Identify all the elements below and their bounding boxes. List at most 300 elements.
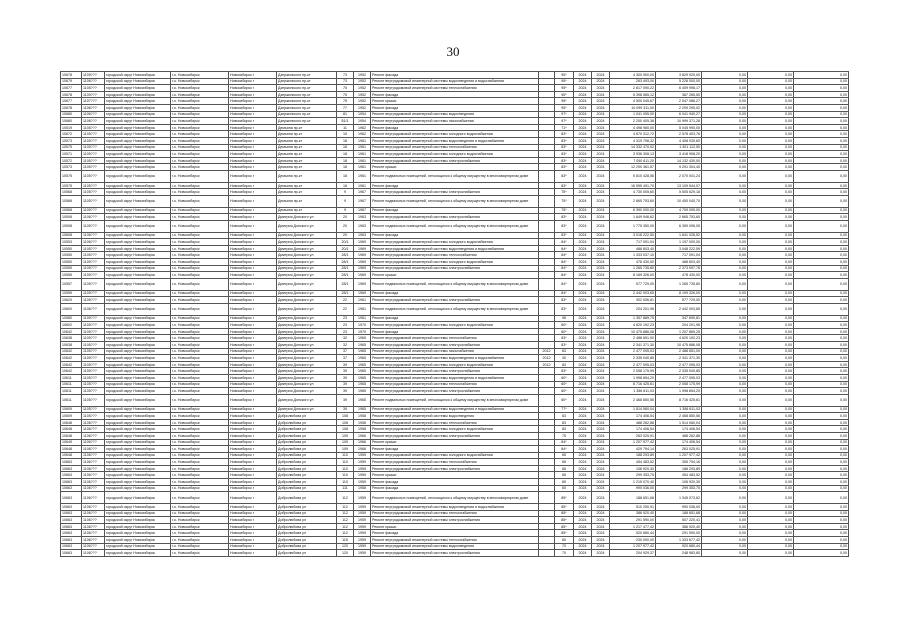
table-cell: 577 729,00 <box>656 297 702 304</box>
table-cell: 83 <box>555 348 574 355</box>
table-cell <box>539 137 555 144</box>
table-cell: 1959 <box>354 465 371 472</box>
table-cell: 1106??? <box>82 537 105 544</box>
table-cell: 0,00 <box>794 278 849 290</box>
table-cell: 1105??? <box>82 368 105 375</box>
table-cell: 386 920,40 <box>656 523 702 530</box>
table-cell: 1969 <box>354 278 371 290</box>
table-cell: 2 058 175,99 <box>656 381 702 388</box>
table-cell: Новосибирск г <box>229 472 277 479</box>
table-cell: Новосибирск г <box>229 426 277 433</box>
table-cell: 65 <box>555 479 574 486</box>
table-cell: 0,00 <box>748 78 794 85</box>
table-cell: Ремонт фасада <box>371 182 539 189</box>
table-cell: 0,00 <box>794 72 849 79</box>
table-cell: Ремонт внутридомовой инженерной системы водоотведения <box>371 111 539 118</box>
table-cell: Добролюбова ул <box>277 492 337 504</box>
table-cell: Дмитрия Донского ул <box>277 341 337 348</box>
table-cell: Ремонт крыши <box>371 98 539 105</box>
table-cell: 0,00 <box>794 131 849 138</box>
table-cell: 0,00 <box>702 517 748 524</box>
table-cell: 23 <box>337 315 354 322</box>
table-cell: 0,00 <box>794 118 849 125</box>
table-cell: 1106??? <box>82 452 105 459</box>
table-cell: 10 475 886,08 <box>610 328 656 335</box>
table-cell: 0,00 <box>794 472 849 479</box>
table-cell: Ремонт внутридомовой инженерной системы водоотведения и водоснабжения <box>371 245 539 252</box>
table-cell: Новосибирск г <box>229 303 277 315</box>
table-cell: 75* <box>555 189 574 196</box>
table-cell: 0,00 <box>748 479 794 486</box>
table-cell: Новосибирск г <box>229 361 277 368</box>
table-row <box>61 485 849 492</box>
table-cell <box>539 550 555 557</box>
table-cell: 2024 <box>574 98 592 105</box>
table-cell: 0,00 <box>748 239 794 246</box>
table-cell: Новосибирск г <box>229 419 277 426</box>
table-cell: 2024 <box>574 361 592 368</box>
table-cell: 85* <box>555 523 574 530</box>
table-row <box>61 85 849 92</box>
table-cell: 0,00 <box>794 388 849 395</box>
table-cell: 2024 <box>592 446 610 453</box>
table-cell: Демьяна пр-кт <box>277 170 337 182</box>
table-cell: 10609 <box>61 413 82 420</box>
table-cell: 0,00 <box>794 465 849 472</box>
table-cell <box>539 98 555 105</box>
table-cell: городской округ Новосибирск <box>105 131 171 138</box>
table-cell: 3 936 308,13 <box>610 151 656 158</box>
table-cell: 2024 <box>574 368 592 375</box>
table-cell: Ремонт внутридомовой инженерной системы электроснабжения <box>371 550 539 557</box>
table-cell: 10572 <box>61 157 82 164</box>
table-cell: 1969 <box>354 245 371 252</box>
table-cell: 2024 <box>574 72 592 79</box>
table-cell: Дмитрия Донского ул <box>277 406 337 413</box>
table-cell: 83* <box>555 214 574 221</box>
table-cell: 2024 <box>574 104 592 111</box>
table-cell: 2024 <box>592 72 610 79</box>
table-cell: Ремонт фасада <box>371 290 539 297</box>
table-cell: 0,00 <box>794 517 849 524</box>
table-cell: 6 409 998,17 <box>656 85 702 92</box>
table-cell: Демьяна пр-кт <box>277 189 337 196</box>
table-cell: 112 <box>337 492 354 504</box>
table-cell: 1959 <box>354 530 371 537</box>
table-cell: 1105??? <box>82 315 105 322</box>
table-cell: 0,00 <box>794 170 849 182</box>
table-row <box>61 207 849 214</box>
table-cell: Демьяна пр-кт <box>277 151 337 158</box>
table-cell: 2012 <box>539 355 555 362</box>
table-row <box>61 189 849 196</box>
table-cell: 1961 <box>354 182 371 189</box>
table-cell <box>539 504 555 511</box>
table-cell: 20 <box>337 232 354 239</box>
table-cell: 1105??? <box>82 164 105 171</box>
table-row <box>61 164 849 171</box>
table-cell <box>539 452 555 459</box>
table-cell: Дзержинского пр-кт <box>277 118 337 125</box>
table-cell: городской округ Новосибирск <box>105 492 171 504</box>
table-cell: 0,00 <box>794 315 849 322</box>
table-cell: 110 <box>337 465 354 472</box>
table-cell: 0,00 <box>748 290 794 297</box>
table-cell: 95* <box>555 91 574 98</box>
table-cell: 1965 <box>354 381 371 388</box>
table-cell: 2024 <box>592 504 610 511</box>
table-cell: 1959 <box>354 472 371 479</box>
table-cell: 1 207 869,25 <box>656 328 702 335</box>
table-cell: 10663 <box>61 485 82 492</box>
table-cell: 110 <box>337 452 354 459</box>
table-cell: 84* <box>555 245 574 252</box>
table-cell: Новосибирск г <box>229 170 277 182</box>
table-cell: 1 345 073,62 <box>656 492 702 504</box>
table-cell: 0,00 <box>794 348 849 355</box>
table-cell: Дмитрия Донского ул <box>277 355 337 362</box>
table-cell: городской округ Новосибирск <box>105 278 171 290</box>
table-cell: 2024 <box>592 157 610 164</box>
table-cell: 0,00 <box>748 72 794 79</box>
table-cell: 95* <box>555 72 574 79</box>
table-cell: 0,00 <box>794 543 849 550</box>
table-cell: Ремонт внутридомовой инженерной системы электроснабжения <box>371 189 539 196</box>
table-cell: Новосибирск г <box>229 523 277 530</box>
table-cell: 2024 <box>592 439 610 446</box>
table-cell: 2024 <box>574 517 592 524</box>
table-cell: 0,00 <box>748 394 794 406</box>
table-cell: 10663 <box>61 492 82 504</box>
table-cell: 85* <box>555 492 574 504</box>
table-cell: 0,00 <box>794 104 849 111</box>
table-row <box>61 348 849 355</box>
table-cell: Добролюбова ул <box>277 419 337 426</box>
table-cell: 717 091,04 <box>656 252 702 259</box>
table-cell: 2024 <box>574 394 592 406</box>
table-cell: 1958 <box>354 485 371 492</box>
table-cell: Добролюбова ул <box>277 472 337 479</box>
table-cell: 0,00 <box>702 472 748 479</box>
table-cell: 347 690,81 <box>656 315 702 322</box>
table-cell: Новосибирск г <box>229 239 277 246</box>
table-cell: 2 335 040,85 <box>656 368 702 375</box>
table-cell: 2024 <box>574 459 592 466</box>
table-cell: Ремонт внутридомовой инженерной системы теплоснабжения <box>371 537 539 544</box>
table-cell: 1109??? <box>82 91 105 98</box>
table-cell: 10611 <box>61 374 82 381</box>
table-cell <box>539 341 555 348</box>
table-cell: 10568 <box>61 195 82 207</box>
table-cell: 0,00 <box>702 374 748 381</box>
table-cell: 10559 <box>61 290 82 297</box>
table-cell: 2024 <box>592 419 610 426</box>
table-cell: 10663 <box>61 472 82 479</box>
table-cell: 1965 <box>354 368 371 375</box>
table-cell: городской округ Новосибирск <box>105 413 171 420</box>
table-cell: 990 036,00 <box>656 504 702 511</box>
table-cell: г.о. Новосибирск <box>171 413 229 420</box>
table-cell: Новосибирск г <box>229 91 277 98</box>
table-cell: Новосибирск г <box>229 459 277 466</box>
table-cell: 10568 <box>61 207 82 214</box>
table-cell: Новосибирск г <box>229 72 277 79</box>
table-cell: 0,00 <box>794 530 849 537</box>
table-cell: Добролюбова ул <box>277 550 337 557</box>
table-cell: 0,00 <box>702 530 748 537</box>
table-cell: 2024 <box>592 348 610 355</box>
table-cell: 0,00 <box>702 72 748 79</box>
table-row <box>61 259 849 266</box>
table-cell: 0,00 <box>794 394 849 406</box>
table-cell <box>539 328 555 335</box>
table-cell: 0,00 <box>702 348 748 355</box>
table-row <box>61 118 849 125</box>
table-cell: 83* <box>555 164 574 171</box>
table-cell: 2024 <box>592 492 610 504</box>
table-cell: 2024 <box>574 406 592 413</box>
table-cell: 1 357 889,75 <box>610 315 656 322</box>
table-cell: 2024 <box>574 335 592 342</box>
table-cell: 0,00 <box>702 492 748 504</box>
table-cell: Ремонт фасада <box>371 446 539 453</box>
table-cell: 0,00 <box>748 98 794 105</box>
table-cell: 0,00 <box>794 151 849 158</box>
table-cell: 1106??? <box>82 303 105 315</box>
table-cell: 2 468 850,56 <box>656 413 702 420</box>
table-cell: 1106??? <box>82 550 105 557</box>
table-cell: Новосибирск г <box>229 104 277 111</box>
table-cell: 0,00 <box>794 111 849 118</box>
table-cell: 2 200 405,38 <box>610 118 656 125</box>
table-cell: г.о. Новосибирск <box>171 394 229 406</box>
table-cell: г.о. Новосибирск <box>171 239 229 246</box>
table-cell: Ремонт внутридомовой инженерной системы холодного водоснабжения <box>371 426 539 433</box>
table-cell: 0,00 <box>794 426 849 433</box>
table-cell: 2024 <box>592 543 610 550</box>
table-cell: городской округ Новосибирск <box>105 504 171 511</box>
table-row <box>61 157 849 164</box>
table-cell: 2 665 753,60 <box>610 195 656 207</box>
table-cell: 2024 <box>592 406 610 413</box>
table-cell: городской округ Новосибирск <box>105 265 171 272</box>
table-cell: 488 262,88 <box>656 432 702 439</box>
table-cell: 1 041 055,00 <box>610 111 656 118</box>
table-cell: г.о. Новосибирск <box>171 388 229 395</box>
table-cell: 0,00 <box>794 303 849 315</box>
table-cell: 10648 <box>61 446 82 453</box>
table-cell: 5 398 585,12 <box>610 91 656 98</box>
table-row <box>61 543 849 550</box>
table-row <box>61 252 849 259</box>
table-cell: Новосибирск г <box>229 315 277 322</box>
table-cell: 84* <box>555 239 574 246</box>
table-cell: 0,00 <box>748 118 794 125</box>
table-cell: 0,00 <box>794 368 849 375</box>
table-cell: 1969 <box>354 239 371 246</box>
table-cell: 1105??? <box>82 170 105 182</box>
table-cell: 0,00 <box>702 315 748 322</box>
table-cell: городской округ Новосибирск <box>105 485 171 492</box>
table-cell <box>539 118 555 125</box>
table-cell: Дзержинского пр-кт <box>277 78 337 85</box>
table-cell <box>539 335 555 342</box>
table-cell: 10677 <box>61 85 82 92</box>
table-cell: Новосибирск г <box>229 151 277 158</box>
table-cell: г.о. Новосибирск <box>171 361 229 368</box>
table-cell: 2024 <box>592 170 610 182</box>
table-cell: 37 <box>337 355 354 362</box>
table-cell: 2024 <box>592 252 610 259</box>
table-cell: 0,00 <box>794 189 849 196</box>
table-cell: 0,00 <box>794 485 849 492</box>
table-cell: Новосибирск г <box>229 348 277 355</box>
table-cell: 0,00 <box>748 322 794 329</box>
table-cell: 83 <box>555 361 574 368</box>
table-cell: 1970 <box>354 322 371 329</box>
table-cell: 1 356 611,03 <box>656 406 702 413</box>
table-cell: 1105??? <box>82 252 105 259</box>
table-cell: 4 500 045,67 <box>610 98 656 105</box>
table-cell: 1105??? <box>82 144 105 151</box>
table-cell: 10 999 371,28 <box>656 118 702 125</box>
table-cell: 488 603,40 <box>610 245 656 252</box>
table-cell: 2012 <box>539 361 555 368</box>
table-cell: 0,00 <box>748 170 794 182</box>
table-cell: 10638 <box>61 335 82 342</box>
table-row <box>61 232 849 239</box>
table-cell: Новосибирск г <box>229 406 277 413</box>
table-cell: 0,00 <box>794 195 849 207</box>
table-cell: 1967 <box>354 189 371 196</box>
table-cell: 2024 <box>574 355 592 362</box>
table-cell: г.о. Новосибирск <box>171 517 229 524</box>
table-cell: 1105??? <box>82 328 105 335</box>
table-row <box>61 472 849 479</box>
table-cell: Ремонт внутридомовой инженерной системы электроснабжения <box>371 297 539 304</box>
table-cell: 0,00 <box>794 157 849 164</box>
table-cell: 1 215 070,40 <box>610 479 656 486</box>
table-cell: 1105??? <box>82 182 105 189</box>
table-cell: 2024 <box>574 432 592 439</box>
table-cell: 0,00 <box>794 182 849 189</box>
table-cell: г.о. Новосибирск <box>171 104 229 111</box>
table-cell: г.о. Новосибирск <box>171 131 229 138</box>
table-cell: Новосибирск г <box>229 432 277 439</box>
table-cell: 10642 <box>61 368 82 375</box>
table-cell: 0,00 <box>702 151 748 158</box>
table-cell: Дмитрия Донского ул <box>277 368 337 375</box>
table-cell: 2024 <box>592 413 610 420</box>
table-row <box>61 510 849 517</box>
table-cell: 0,00 <box>702 413 748 420</box>
table-cell: городской округ Новосибирск <box>105 214 171 221</box>
table-cell: 2024 <box>574 504 592 511</box>
table-row <box>61 239 849 246</box>
table-cell: 10649 <box>61 439 82 446</box>
table-cell: 75 <box>337 98 354 105</box>
table-cell: г.о. Новосибирск <box>171 523 229 530</box>
table-cell: Новосибирск г <box>229 335 277 342</box>
table-cell: 0,00 <box>794 439 849 446</box>
table-cell: г.о. Новосибирск <box>171 151 229 158</box>
table-cell: 2024 <box>592 368 610 375</box>
table-cell: 71* <box>555 124 574 131</box>
table-cell: Дмитрия Донского ул <box>277 239 337 246</box>
table-cell: г.о. Новосибирск <box>171 341 229 348</box>
table-cell: Добролюбова ул <box>277 432 337 439</box>
registry-sheet <box>60 71 848 557</box>
table-cell: 263 493,00 <box>610 78 656 85</box>
table-cell: 2 477 095,03 <box>656 374 702 381</box>
table-cell: 112 <box>337 523 354 530</box>
table-cell: 10663 <box>61 550 82 557</box>
table-cell: 2024 <box>574 144 592 151</box>
table-cell: 18 <box>337 151 354 158</box>
table-cell: 2024 <box>574 252 592 259</box>
table-cell: 5 505 629,18 <box>656 189 702 196</box>
table-cell: 10 099 311,00 <box>610 104 656 111</box>
table-cell: 73 <box>337 78 354 85</box>
table-cell: 84* <box>555 252 574 259</box>
table-cell: 0,00 <box>748 446 794 453</box>
table-cell: 5 226 000,00 <box>656 78 702 85</box>
table-cell: 2 477 095,03 <box>610 361 656 368</box>
table-cell: 2024 <box>592 137 610 144</box>
table-cell: 2024 <box>574 426 592 433</box>
table-cell: 0,00 <box>794 537 849 544</box>
table-cell: Новосибирск г <box>229 530 277 537</box>
table-cell: 75 <box>337 91 354 98</box>
table-cell: 248 983,80 <box>656 550 702 557</box>
table-cell: 0,00 <box>748 232 794 239</box>
table-cell: 83* <box>555 182 574 189</box>
table-cell <box>539 368 555 375</box>
table-cell <box>539 413 555 420</box>
table-cell: Добролюбова ул <box>277 479 337 486</box>
table-cell: 83 <box>555 413 574 420</box>
table-cell: Добролюбова ул <box>277 510 337 517</box>
table-cell: городской округ Новосибирск <box>105 144 171 151</box>
table-cell: 4 709 095,00 <box>656 207 702 214</box>
table-cell: 1969 <box>354 290 371 297</box>
table-cell: г.о. Новосибирск <box>171 439 229 446</box>
table-row <box>61 124 849 131</box>
table-cell: 2024 <box>574 479 592 486</box>
table-cell: 1105??? <box>82 348 105 355</box>
table-cell: Новосибирск г <box>229 492 277 504</box>
table-cell: 2 442 003,65 <box>610 290 656 297</box>
table-cell: 10663 <box>61 537 82 544</box>
table-cell <box>539 388 555 395</box>
table-row <box>61 341 849 348</box>
table-cell: 1 998 654,20 <box>656 388 702 395</box>
table-cell: 1105??? <box>82 220 105 232</box>
table-cell: 10678 <box>61 104 82 111</box>
table-cell <box>539 245 555 252</box>
table-cell: городской округ Новосибирск <box>105 85 171 92</box>
table-cell: 0,00 <box>748 485 794 492</box>
table-cell: 9 <box>337 189 354 196</box>
table-cell: 0,00 <box>748 413 794 420</box>
table-cell: городской округ Новосибирск <box>105 91 171 98</box>
table-cell: Новосибирск г <box>229 388 277 395</box>
table-cell: 10663 <box>61 530 82 537</box>
table-cell: 1 356 611,03 <box>610 388 656 395</box>
table-cell: городской округ Новосибирск <box>105 394 171 406</box>
table-cell: 1105??? <box>82 189 105 196</box>
table-cell: 1106??? <box>82 510 105 517</box>
